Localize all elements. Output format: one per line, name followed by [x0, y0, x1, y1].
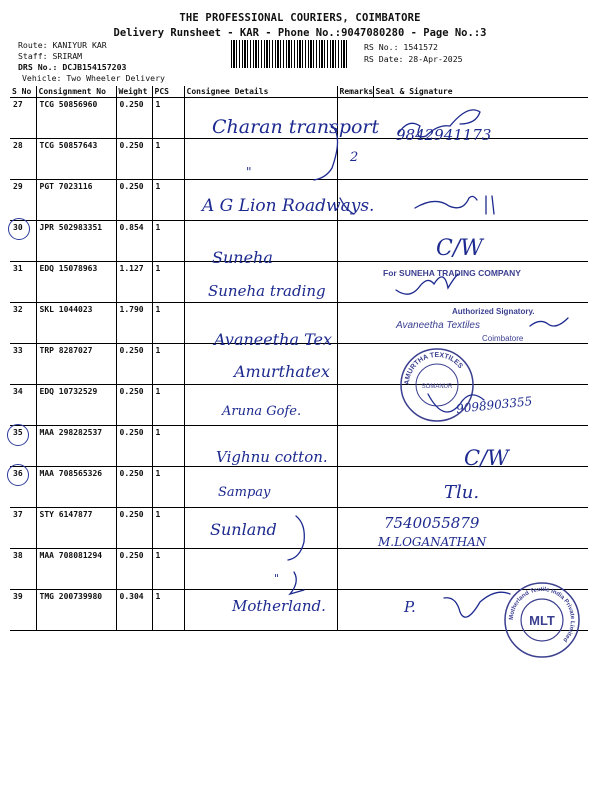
- handwriting-signature: M.LOGANATHAN: [378, 535, 487, 549]
- staff-label: Staff: SRIRAM: [18, 51, 83, 61]
- row-consignment: MAA 708081294: [36, 549, 116, 590]
- row-weight: 0.250: [116, 98, 152, 139]
- row-sno: 36: [10, 467, 36, 508]
- row-pcs: 1: [152, 590, 184, 631]
- handwriting-signature: C/W: [436, 236, 483, 261]
- handwriting-mark: ": [274, 572, 280, 585]
- row-sno: 38: [10, 549, 36, 590]
- row-sno: 30: [10, 221, 36, 262]
- row-sno: 28: [10, 139, 36, 180]
- stamp-ring-text: Motherland Textile India Private Limited: [508, 586, 576, 643]
- row-pcs: 1: [152, 139, 184, 180]
- company-stamp: Authorized Signatory.: [452, 307, 535, 316]
- row-sno: 32: [10, 303, 36, 344]
- row-consignment: JPR 502983351: [36, 221, 116, 262]
- row-pcs: 1: [152, 508, 184, 549]
- col-remarks: Remarks: [337, 86, 373, 98]
- row-weight: 0.250: [116, 344, 152, 385]
- row-weight: 1.790: [116, 303, 152, 344]
- col-weight: Weight: [116, 86, 152, 98]
- row-pcs: 1: [152, 549, 184, 590]
- row-consignment: TMG 200739980: [36, 590, 116, 631]
- rs-date: RS Date: 28-Apr-2025: [364, 54, 463, 64]
- handwriting-consignee: Suneha: [212, 248, 273, 267]
- handwriting-signature: C/W: [464, 446, 509, 470]
- handwriting-signature: 9842941173: [396, 126, 492, 144]
- stamp-ring-text: AMURTHA TEXTILES: [403, 351, 464, 386]
- col-sno: S No: [10, 86, 36, 98]
- row-pcs: 1: [152, 344, 184, 385]
- row-weight: 0.854: [116, 221, 152, 262]
- handwriting-signature: 7540055879: [384, 514, 480, 532]
- row-weight: 0.250: [116, 139, 152, 180]
- row-weight: 0.250: [116, 180, 152, 221]
- row-pcs: 1: [152, 262, 184, 303]
- col-pcs: PCS: [152, 86, 184, 98]
- handwriting-consignee: Avaneetha Tex: [214, 330, 333, 349]
- row-pcs: 1: [152, 426, 184, 467]
- row-consignment: MAA 298282537: [36, 426, 116, 467]
- handwriting-consignee: Charan transport: [212, 116, 380, 138]
- row-sno: 37: [10, 508, 36, 549]
- row-weight: 0.250: [116, 426, 152, 467]
- handwriting-signature: Tlu.: [444, 482, 480, 503]
- row-pcs: 1: [152, 303, 184, 344]
- runsheet-title: THE PROFESSIONAL COURIERS, COIMBATORE: [179, 12, 421, 24]
- row-sno: 33: [10, 344, 36, 385]
- handwriting-consignee: Suneha trading: [208, 282, 326, 300]
- row-pcs: 1: [152, 98, 184, 139]
- handwriting-consignee: A G Lion Roadways.: [202, 196, 375, 216]
- col-consignee: Consignee Details: [184, 86, 337, 98]
- row-consignment: EDQ 15078963: [36, 262, 116, 303]
- row-weight: 0.250: [116, 508, 152, 549]
- row-consignment: TRP 8287027: [36, 344, 116, 385]
- row-sno: 31: [10, 262, 36, 303]
- handwriting-consignee: Vighnu cotton.: [216, 448, 328, 466]
- col-consignment: Consignment No: [36, 86, 116, 98]
- row-consignment: MAA 708565326: [36, 467, 116, 508]
- handwriting-signature: P.: [404, 598, 416, 616]
- row-pcs: 1: [152, 467, 184, 508]
- row-sno: 34: [10, 385, 36, 426]
- drs-number: DRS No.: DCJB154157203: [18, 62, 127, 72]
- handwriting-remark: 2: [350, 150, 359, 165]
- vehicle-label: Vehicle: Two Wheeler Delivery: [22, 73, 165, 83]
- row-weight: 0.250: [116, 467, 152, 508]
- stamp-center-text: SOMANUR: [421, 384, 453, 390]
- handwriting-signature: 9098903355: [455, 394, 533, 416]
- company-stamp: Avaneetha Textiles: [396, 320, 480, 331]
- company-stamp: Coimbatore: [482, 334, 524, 343]
- row-consignment: SKL 1044023: [36, 303, 116, 344]
- handwriting-consignee: Motherland.: [232, 597, 326, 615]
- handwriting-consignee: Amurthatex: [234, 362, 330, 381]
- row-sno: 39: [10, 590, 36, 631]
- row-weight: 0.250: [116, 385, 152, 426]
- handwriting-consignee: Sampay: [218, 485, 271, 500]
- row-sno: 27: [10, 98, 36, 139]
- row-pcs: 1: [152, 180, 184, 221]
- handwriting-consignee: Sunland: [210, 520, 277, 539]
- row-weight: 0.250: [116, 549, 152, 590]
- row-weight: 0.304: [116, 590, 152, 631]
- handwriting-consignee: Aruna Gofe.: [222, 404, 302, 419]
- row-consignment: TCG 50856960: [36, 98, 116, 139]
- row-consignment: EDQ 10732529: [36, 385, 116, 426]
- row-weight: 1.127: [116, 262, 152, 303]
- company-stamp: For SUNEHA TRADING COMPANY: [383, 268, 521, 278]
- row-pcs: 1: [152, 221, 184, 262]
- rs-number: RS No.: 1541572: [364, 42, 438, 52]
- runsheet-subtitle: Delivery Runsheet - KAR - Phone No.:9047080280 - Page No.:3: [113, 27, 487, 39]
- row-pcs: 1: [152, 385, 184, 426]
- row-consignment: STY 6147877: [36, 508, 116, 549]
- handwriting-mark: ": [246, 165, 252, 179]
- row-sno: 29: [10, 180, 36, 221]
- col-seal: Seal & Signature: [373, 86, 588, 98]
- route-label: Route: KANIYUR KAR: [18, 40, 107, 50]
- row-consignment: TCG 50857643: [36, 139, 116, 180]
- row-consignment: PGT 7023116: [36, 180, 116, 221]
- row-sno: 35: [10, 426, 36, 467]
- stamp-center-text: MLT: [529, 613, 555, 628]
